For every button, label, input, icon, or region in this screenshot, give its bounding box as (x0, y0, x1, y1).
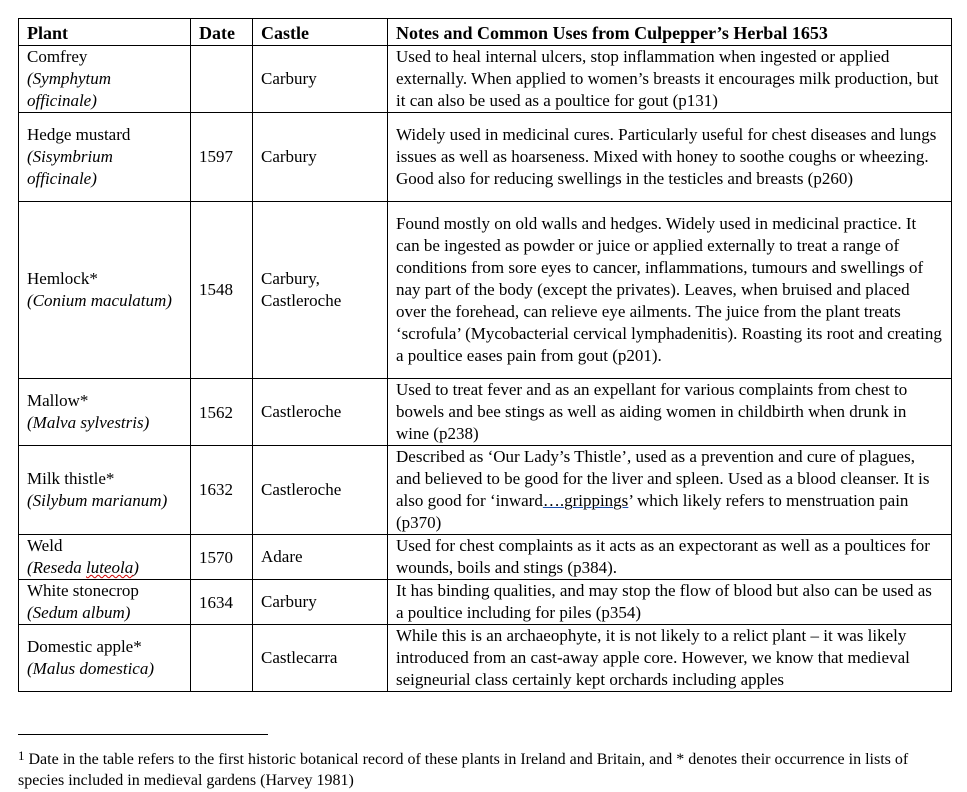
plant-common-name: Weld (27, 536, 63, 555)
table-row (19, 580, 952, 625)
plant-cell (19, 446, 191, 535)
plant-cell (19, 625, 191, 692)
date-cell: 1562 (191, 379, 253, 446)
notes-cell: Widely used in medicinal cures. Particularly useful for chest diseases and lungs issues as well as hoarseness. Mixed with honey to soothe coughs or wheezing. Good also for reducing swellings in the testicles and breasts (p260) (388, 113, 952, 202)
notes-cell: It has binding qualities, and may stop the flow of blood but also can be used as a poultice including for piles (p354) (388, 580, 952, 625)
header-plant: Plant (19, 19, 191, 46)
notes-cell (388, 446, 952, 535)
header-castle: Castle (253, 19, 388, 46)
plant-uses-table (18, 18, 952, 692)
date-cell: 1548 (191, 202, 253, 379)
castle-cell: Carbury (253, 580, 388, 625)
plant-latin-name: (Silybum marianum) (27, 491, 168, 510)
plant-cell (19, 202, 191, 379)
latin-part: (Reseda (27, 558, 87, 577)
plant-common-name: Hemlock* (27, 269, 98, 288)
plant-common-name: Mallow* (27, 391, 89, 410)
header-notes: Notes and Common Uses from Culpepper’s Herbal 1653 (388, 19, 952, 46)
plant-latin-name: (Sisymbrium officinale) (27, 147, 113, 188)
plant-cell (19, 535, 191, 580)
date-cell: 1632 (191, 446, 253, 535)
date-cell: 1570 (191, 535, 253, 580)
table-row (19, 113, 952, 202)
latin-part: ) (133, 558, 139, 577)
date-cell: 1597 (191, 113, 253, 202)
plant-cell (19, 46, 191, 113)
notes-cell: Used to heal internal ulcers, stop inflammation when ingested or applied externally. When applied to women’s breasts it encourages milk production, but it can also be used as a poultice for gout (p131) (388, 46, 952, 113)
castle-cell: Carbury, Castleroche (253, 202, 388, 379)
table-header-row (19, 19, 952, 46)
plant-latin-name (27, 557, 182, 579)
notes-text: ’ which likely refers to menstruation pain (p370) (396, 491, 909, 532)
plant-latin-name: (Malus domestica) (27, 659, 155, 678)
table-row (19, 202, 952, 379)
plant-latin-name: (Sedum album) (27, 603, 131, 622)
notes-text: Described as ‘Our Lady’s Thistle’, used as a prevention and cure of plagues, and believed to be good for the liver and spleen. Used as a blood cleanser. It is also good for ‘inward (396, 447, 930, 510)
notes-cell: While this is an archaeophyte, it is not likely to a relict plant – it was likely introduced from an cast-away apple core. However, we know that medieval seigneurial class certainly kept orchards including apples (388, 625, 952, 692)
castle-cell: Castleroche (253, 379, 388, 446)
table-row (19, 46, 952, 113)
castle-cell: Carbury (253, 113, 388, 202)
header-date: Date (191, 19, 253, 46)
notes-cell: Used for chest complaints as it acts as an expectorant as well as a poultices for wounds, boils and stings (p384). (388, 535, 952, 580)
castle-cell: Castleroche (253, 446, 388, 535)
plant-latin-name: (Malva sylvestris) (27, 413, 150, 432)
plant-common-name: Milk thistle* (27, 469, 115, 488)
plant-common-name: Domestic apple* (27, 637, 142, 656)
footnote-text: Date in the table refers to the first historic botanical record of these plants in Ireland and Britain, and * denotes their occurrence in lists of species included in medieval gardens (Harvey 1981) (18, 751, 909, 789)
footnote (18, 745, 948, 791)
plant-cell (19, 379, 191, 446)
date-cell (191, 625, 253, 692)
plant-cell (19, 580, 191, 625)
table-row (19, 379, 952, 446)
table-row (19, 446, 952, 535)
latin-part-spellcheck: luteola (86, 558, 134, 577)
castle-cell: Carbury (253, 46, 388, 113)
notes-cell: Used to treat fever and as an expellant for various complaints from chest to bowels and bee stings as well as aiding women in childbirth when drunk in wine (p238) (388, 379, 952, 446)
plant-common-name: Comfrey (27, 47, 88, 66)
plant-latin-name: (Conium maculatum) (27, 291, 172, 310)
notes-cell: Found mostly on old walls and hedges. Widely used in medicinal practice. It can be ingested as powder or juice or applied externally to treat a range of conditions from sore eyes to cancer, inflammations, tumours and swellings of nay part of the body (except the privates). Leaves, when bruised and placed over the forehead, can relieve eye ailments. The juice from the plant treats ‘scrofula’ (Mycobacterial cervical lymphadenitis). Roasting its root and creating a poultice eases pain from gout (p201). (388, 202, 952, 379)
table-row (19, 535, 952, 580)
table-row (19, 625, 952, 692)
plant-cell (19, 113, 191, 202)
notes-text-marked: ….grippings (542, 491, 629, 510)
date-cell (191, 46, 253, 113)
plant-common-name: White stonecrop (27, 581, 139, 600)
castle-cell: Adare (253, 535, 388, 580)
plant-common-name: Hedge mustard (27, 125, 131, 144)
footnote-marker: 1 (18, 748, 25, 763)
plant-latin-name: (Symphytum officinale) (27, 69, 112, 110)
castle-cell: Castlecarra (253, 625, 388, 692)
footnote-separator (18, 734, 268, 735)
date-cell: 1634 (191, 580, 253, 625)
